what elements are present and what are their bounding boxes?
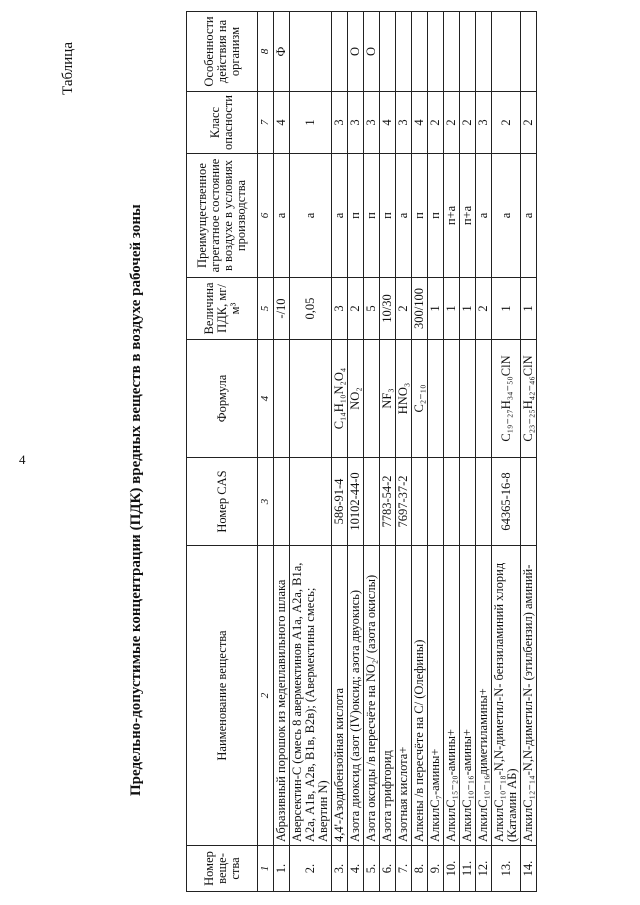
cell-name: Азота трифторид <box>380 546 396 846</box>
cell-name: Абразивный порошок из медеплавильного шлака <box>274 546 290 846</box>
cell-pdk: 10/30 <box>380 278 396 340</box>
cell-number: 3. <box>332 846 348 892</box>
table-row <box>460 12 476 892</box>
cell-class: 3 <box>476 92 492 154</box>
cell-formula <box>444 340 460 458</box>
cell-formula: C₁₉₋₂₇H₃₄₋₅₀ClN <box>492 340 521 458</box>
table-row <box>332 12 348 892</box>
table-row <box>412 12 428 892</box>
table-row <box>492 12 521 892</box>
cell-formula: HNO₃ <box>396 340 412 458</box>
cell-class: 4 <box>380 92 396 154</box>
cell-state: а <box>332 154 348 278</box>
cell-state: а <box>521 154 537 278</box>
cell-number: 1. <box>274 846 290 892</box>
cell-pdk: 300/100 <box>412 278 428 340</box>
cell-note <box>332 12 348 92</box>
cell-name: АлкилС₁₀₋₁₆диметиламины+ <box>476 546 492 846</box>
cell-name: Алкены /в пересчёте на С/ (Олефины) <box>412 546 428 846</box>
cell-cas <box>521 458 537 546</box>
page-number: 4 <box>19 452 26 467</box>
header-class: Класс опасности <box>187 92 258 154</box>
cell-pdk: 1 <box>521 278 537 340</box>
cell-class: 2 <box>460 92 476 154</box>
cell-note: О <box>364 12 380 92</box>
cell-state: п+а <box>444 154 460 278</box>
cell-state: п <box>364 154 380 278</box>
table-row <box>290 12 332 892</box>
cell-number: 12. <box>476 846 492 892</box>
cell-class: 3 <box>348 92 364 154</box>
cell-number: 7. <box>396 846 412 892</box>
cell-state: п <box>412 154 428 278</box>
cell-name: АлкилС₁₂₋₁₄-N,N-диметил-N- (этилбензил) аминий- <box>521 546 537 846</box>
cell-number: 5. <box>364 846 380 892</box>
header-state: Преимущественное агрегатное состояние в воздухе в условиях производства <box>187 154 258 278</box>
cell-state: п+а <box>460 154 476 278</box>
cell-note <box>428 12 444 92</box>
cell-note <box>521 12 537 92</box>
table-label: Таблица <box>60 42 76 95</box>
cell-pdk: 2 <box>476 278 492 340</box>
cell-name: АлкилС₁₅₋₂₀-амины+ <box>444 546 460 846</box>
cell-class: 4 <box>274 92 290 154</box>
cell-class: 2 <box>444 92 460 154</box>
cell-pdk: 3 <box>332 278 348 340</box>
table-row <box>476 12 492 892</box>
cell-class: 2 <box>428 92 444 154</box>
cell-formula <box>290 340 332 458</box>
column-number: 3 <box>258 458 274 546</box>
column-number: 2 <box>258 546 274 846</box>
cell-number: 11. <box>460 846 476 892</box>
cell-formula: C₂₃₋₂₅H₄₂₋₄₆ClN <box>521 340 537 458</box>
table-row <box>274 12 290 892</box>
cell-name: АлкилС₇-амины+ <box>428 546 444 846</box>
cell-number: 2. <box>290 846 332 892</box>
cell-pdk: 2 <box>348 278 364 340</box>
cell-cas <box>428 458 444 546</box>
cell-name: Азота оксиды /в пересчёте на NO₂/ (азота окислы) <box>364 546 380 846</box>
cell-number: 9. <box>428 846 444 892</box>
column-number: 5 <box>258 278 274 340</box>
cell-number: 13. <box>492 846 521 892</box>
cell-formula: C₁₄H₁₀N₂O₄ <box>332 340 348 458</box>
column-number: 7 <box>258 92 274 154</box>
cell-cas <box>412 458 428 546</box>
cell-pdk: 1 <box>460 278 476 340</box>
cell-class: 1 <box>290 92 332 154</box>
cell-formula <box>364 340 380 458</box>
cell-formula: C₂₋₁₀ <box>412 340 428 458</box>
table-row <box>348 12 364 892</box>
cell-name: АлкилС₁₀₋₁₈-N,N-диметил-N- бензиламиний хлорид (Катамин АБ) <box>492 546 521 846</box>
cell-note <box>460 12 476 92</box>
cell-pdk: 1 <box>428 278 444 340</box>
cell-formula: NO₂ <box>348 340 364 458</box>
cell-cas: 64365-16-8 <box>492 458 521 546</box>
cell-note <box>396 12 412 92</box>
cell-name: 4,4'-Азодибензойная кислота <box>332 546 348 846</box>
cell-note: О <box>348 12 364 92</box>
table-row <box>428 12 444 892</box>
cell-pdk: 5 <box>364 278 380 340</box>
cell-state: а <box>492 154 521 278</box>
document-title: Предельно-допустимые концентрации (ПДК) вредных веществ в воздухе рабочей зоны <box>128 204 144 796</box>
cell-class: 4 <box>412 92 428 154</box>
cell-cas <box>274 458 290 546</box>
cell-pdk: 1 <box>444 278 460 340</box>
header-note: Особенности действия на организм <box>187 12 258 92</box>
cell-formula <box>274 340 290 458</box>
header-formula: Формула <box>187 340 258 458</box>
rotated-table-container <box>186 12 616 892</box>
table-row <box>380 12 396 892</box>
cell-name: АлкилС₁₀₋₁₆-амины+ <box>460 546 476 846</box>
cell-state: а <box>396 154 412 278</box>
header-name: Наименование вещества <box>187 546 258 846</box>
table-row <box>521 12 537 892</box>
cell-cas <box>460 458 476 546</box>
cell-name: Азотная кислота+ <box>396 546 412 846</box>
cell-pdk: 1 <box>492 278 521 340</box>
cell-pdk: 2 <box>396 278 412 340</box>
cell-cas: 10102-44-0 <box>348 458 364 546</box>
cell-number: 4. <box>348 846 364 892</box>
cell-state: п <box>380 154 396 278</box>
cell-note: Ф <box>274 12 290 92</box>
cell-cas: 586-91-4 <box>332 458 348 546</box>
cell-note <box>492 12 521 92</box>
cell-note <box>412 12 428 92</box>
cell-formula <box>428 340 444 458</box>
cell-pdk: -/10 <box>274 278 290 340</box>
cell-class: 3 <box>396 92 412 154</box>
cell-number: 8. <box>412 846 428 892</box>
cell-class: 2 <box>521 92 537 154</box>
column-number: 8 <box>258 12 274 92</box>
cell-state: а <box>476 154 492 278</box>
cell-cas <box>364 458 380 546</box>
cell-note <box>290 12 332 92</box>
cell-number: 14. <box>521 846 537 892</box>
cell-note <box>476 12 492 92</box>
header-pdk: Величина ПДК, мг/м³ <box>187 278 258 340</box>
cell-name: Аверсектин-С (смесь 8 авермектинов А1а, А2а, В1а, А2а, А1в, А2в, В1в, В2в); (Авермектины смесь; Авертин N) <box>290 546 332 846</box>
cell-name: Азота диоксид (азот (IV)оксид; азота двуокись) <box>348 546 364 846</box>
table-body <box>258 12 537 892</box>
cell-number: 6. <box>380 846 396 892</box>
column-number: 4 <box>258 340 274 458</box>
cell-pdk: 0,05 <box>290 278 332 340</box>
cell-state: а <box>290 154 332 278</box>
cell-number: 10. <box>444 846 460 892</box>
cell-note <box>444 12 460 92</box>
cell-state: п <box>348 154 364 278</box>
cell-cas <box>444 458 460 546</box>
cell-cas <box>476 458 492 546</box>
cell-state: п <box>428 154 444 278</box>
cell-class: 3 <box>364 92 380 154</box>
cell-class: 3 <box>332 92 348 154</box>
cell-cas: 7783-54-2 <box>380 458 396 546</box>
cell-cas <box>290 458 332 546</box>
header-cas: Номер CAS <box>187 458 258 546</box>
cell-formula <box>476 340 492 458</box>
cell-cas: 7697-37-2 <box>396 458 412 546</box>
column-number: 6 <box>258 154 274 278</box>
cell-state: а <box>274 154 290 278</box>
cell-formula: NF₃ <box>380 340 396 458</box>
table-row <box>444 12 460 892</box>
cell-note <box>380 12 396 92</box>
column-number: 1 <box>258 846 274 892</box>
table-header-row <box>187 12 258 892</box>
cell-class: 2 <box>492 92 521 154</box>
column-number-row <box>258 12 274 892</box>
header-number: Номер веще-ства <box>187 846 258 892</box>
table-row <box>364 12 380 892</box>
pdk-table <box>186 11 537 892</box>
cell-formula <box>460 340 476 458</box>
table-row <box>396 12 412 892</box>
